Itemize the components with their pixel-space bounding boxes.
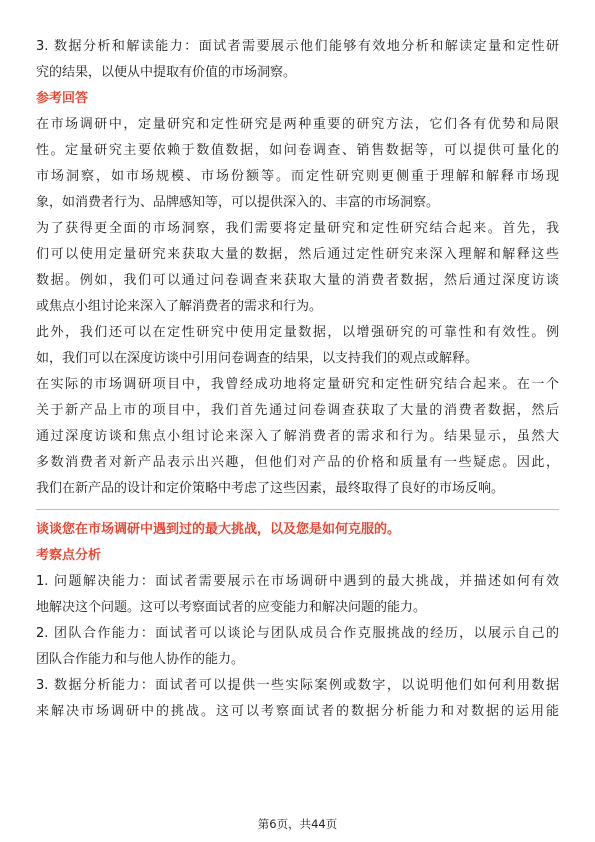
text-line: 此外，我们还可以在定性研究中使用定量数据，以增强研究的可靠性和有效性。例	[36, 325, 559, 340]
answer-paragraph	[36, 372, 559, 502]
answer-heading: 参考回答	[36, 91, 89, 106]
answer-paragraph	[36, 216, 559, 320]
text-line: 为了获得更全面的市场洞察，我们需要将定量研究和定性研究结合起来。首先，我	[36, 221, 559, 236]
text-line: 多数消费者对新产品表示出兴趣，但他们对产品的价格和质量有一些疑虑。因此，	[36, 455, 559, 470]
analysis-item	[36, 569, 559, 621]
text-line: 2. 团队合作能力：面试者可以谈论与团队成员合作克服挑战的经历，以展示自己的	[36, 626, 559, 641]
text-line: 在市场调研中，定量研究和定性研究是两种重要的研究方法，它们各有优势和局限	[36, 117, 559, 132]
text-line: 在实际的市场调研项目中，我曾经成功地将定量研究和定性研究结合起来。在一个	[36, 377, 559, 392]
text-line: 究的结果，以便从中提取有价值的市场洞察。	[36, 65, 297, 80]
text-line: 们可以使用定量研究来获取大量的数据，然后通过定性研究来深入理解和解释这些	[36, 247, 559, 262]
text-line: 3. 数据分析和解读能力：面试者需要展示他们能够有效地分析和解读定量和定性研	[36, 39, 559, 54]
text-line: 或焦点小组讨论来深入了解消费者的需求和行为。	[36, 299, 323, 314]
text-line: 我们在新产品的设计和定价策略中考虑了这些因素，最终取得了良好的市场反响。	[36, 481, 505, 496]
text-line: 团队合作能力和与他人协作的能力。	[36, 652, 245, 667]
text-line: 地解决这个问题。这可以考察面试者的应变能力和解决问题的能力。	[36, 600, 427, 615]
question-heading: 谈谈您在市场调研中遇到过的最大挑战，以及您是如何克服的。	[36, 522, 401, 537]
text-line: 数据。例如，我们可以通过问卷调查来获取大量的消费者数据，然后通过深度访谈	[36, 273, 559, 288]
analysis-heading: 考察点分析	[36, 548, 102, 563]
text-line: 象，如消费者行为、品牌感知等，可以提供深入的、丰富的市场洞察。	[36, 195, 440, 210]
text-line: 性。定量研究主要依赖于数值数据，如问卷调查、销售数据等，可以提供可量化的	[36, 143, 559, 158]
answer-paragraph	[36, 112, 559, 216]
text-line: 3. 数据分析能力：面试者可以提供一些实际案例或数字，以说明他们如何利用数据	[36, 678, 559, 693]
text-line: 关于新产品上市的项目中，我们首先通过问卷调查获取了大量的消费者数据，然后	[36, 403, 559, 418]
page-number: 第6页，共44页	[257, 817, 338, 831]
section-divider	[36, 509, 559, 510]
text-line: 1. 问题解决能力：面试者需要展示在市场调研中遇到的最大挑战，并描述如何有效	[36, 574, 559, 589]
analysis-item	[36, 621, 559, 673]
page-content	[36, 34, 559, 725]
answer-paragraph	[36, 320, 559, 372]
text-line: 市场洞察，如市场规模、市场份额等。而定性研究则更侧重于理解和解释市场现	[36, 169, 559, 184]
text-line: 来解决市场调研中的挑战。这可以考察面试者的数据分析能力和对数据的运用能	[36, 704, 559, 719]
text-line: 如，我们可以在深度访谈中引用问卷调查的结果，以支持我们的观点或解释。	[36, 351, 479, 366]
analysis-item	[36, 673, 559, 725]
section1-tail	[36, 34, 559, 86]
text-line: 通过深度访谈和焦点小组讨论来深入了解消费者的需求和行为。结果显示，虽然大	[36, 429, 559, 444]
